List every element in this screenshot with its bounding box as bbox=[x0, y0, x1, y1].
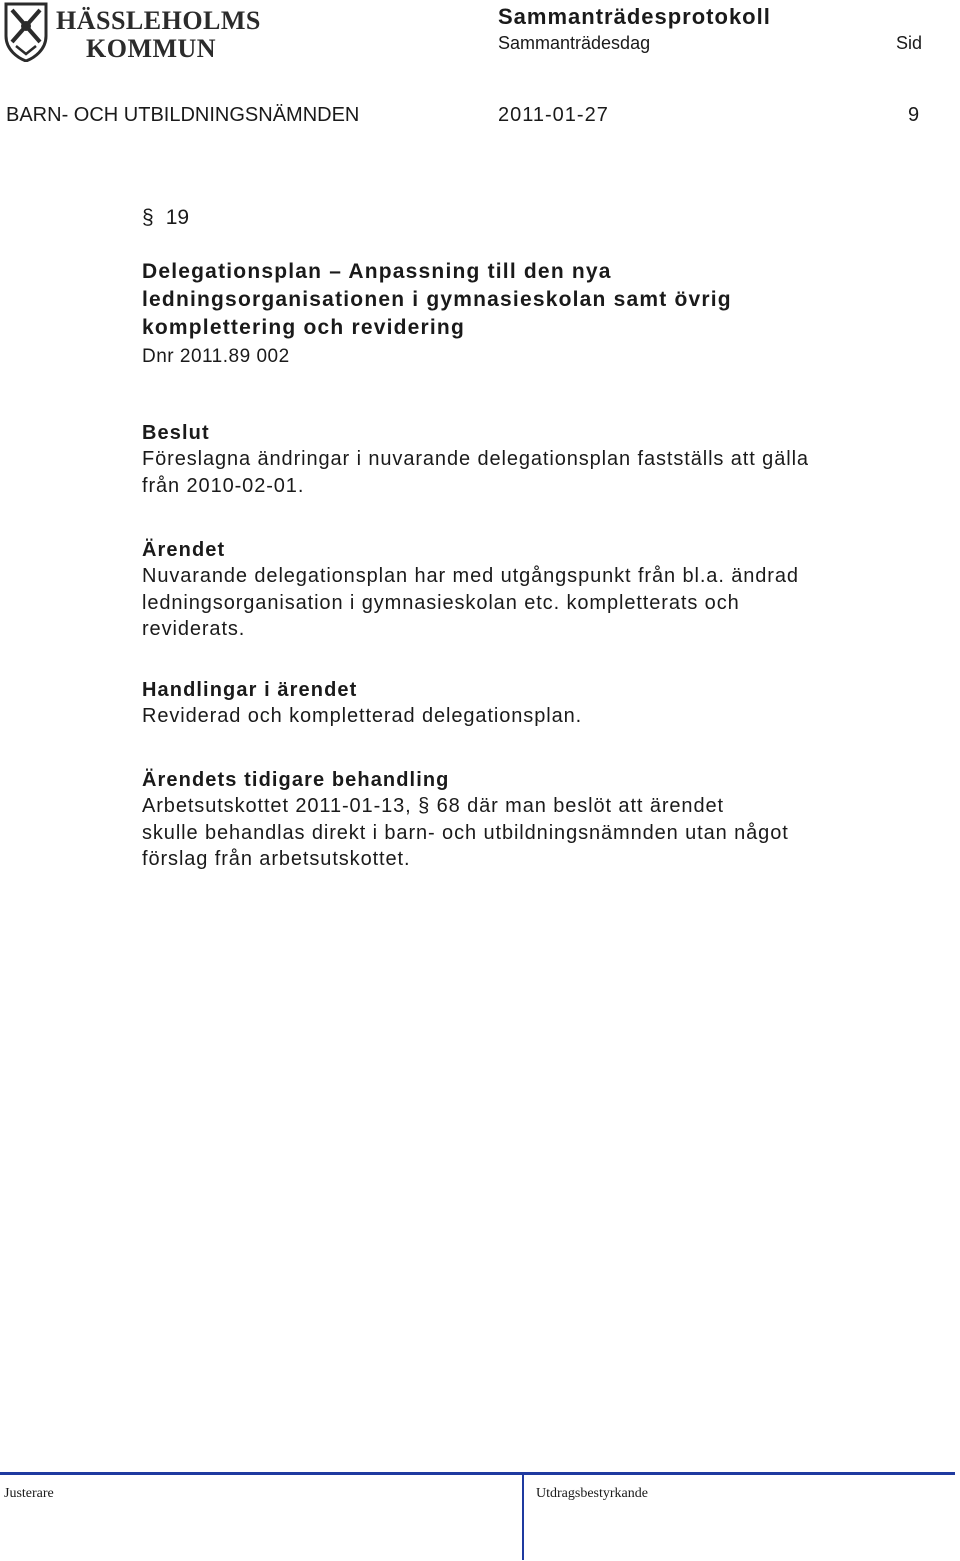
section-heading: Handlingar i ärendet bbox=[142, 678, 358, 701]
registration-number: Dnr 2011.89 002 bbox=[142, 346, 290, 367]
paragraph-number-row bbox=[142, 206, 189, 230]
logo-text-line1: HÄSSLEHOLMS bbox=[56, 6, 261, 35]
section-text-line: förslag från arbetsutskottet. bbox=[142, 848, 411, 870]
footer-divider bbox=[522, 1475, 524, 1560]
section-text-line: ledningsorganisation i gymnasieskolan etc. kompletterats och bbox=[142, 591, 740, 614]
page-label: Sid bbox=[896, 33, 923, 53]
section-heading: Ärendet bbox=[142, 539, 226, 561]
logo-text-line2: KOMMUN bbox=[86, 34, 217, 63]
utdragsbestyrkande-label: Utdragsbestyrkande bbox=[536, 1486, 648, 1501]
section-arendet bbox=[142, 537, 922, 643]
section-heading: Ärendets tidigare behandling bbox=[142, 769, 450, 791]
section-text-line: Arbetsutskottet 2011-01-13, § 68 där man beslöt att ärendet bbox=[142, 795, 724, 817]
document-type: Sammanträdesprotokoll bbox=[498, 4, 771, 29]
section-text-line: Nuvarande delegationsplan har med utgångspunkt från bl.a. ändrad bbox=[142, 565, 799, 587]
section-tidigare-behandling bbox=[142, 767, 922, 873]
page-number: 9 bbox=[908, 104, 920, 126]
municipality-logo bbox=[4, 2, 261, 64]
committee-name: BARN- OCH UTBILDNINGSNÄMNDEN bbox=[6, 104, 360, 126]
section-text-line: Reviderad och kompletterad delegationsplan. bbox=[142, 704, 583, 727]
section-text-line: från 2010-02-01. bbox=[142, 474, 305, 497]
section-beslut bbox=[142, 420, 922, 499]
paragraph-symbol: § bbox=[142, 206, 154, 229]
protocol-item bbox=[142, 258, 922, 873]
section-text-line: Föreslagna ändringar i nuvarande delegationsplan fastställs att gälla bbox=[142, 448, 809, 470]
meeting-date: 2011-01-27 bbox=[498, 104, 609, 126]
meeting-date-label: Sammanträdesdag bbox=[498, 33, 651, 53]
item-title-line: komplettering och revidering bbox=[142, 316, 465, 339]
section-text-line: reviderats. bbox=[142, 618, 246, 640]
coat-of-arms-icon bbox=[4, 2, 48, 62]
item-title-line: ledningsorganisationen i gymnasieskolan samt övrig bbox=[142, 288, 732, 311]
section-text-line: skulle behandlas direkt i barn- och utbildningsnämnden utan något bbox=[142, 821, 789, 844]
paragraph-number: 19 bbox=[165, 206, 190, 229]
section-handlingar bbox=[142, 677, 922, 730]
footer-rule bbox=[0, 1472, 955, 1475]
item-title-line: Delegationsplan – Anpassning till den nya bbox=[142, 260, 612, 283]
justerare-label: Justerare bbox=[4, 1486, 54, 1501]
item-title bbox=[142, 258, 922, 342]
section-heading: Beslut bbox=[142, 422, 210, 444]
